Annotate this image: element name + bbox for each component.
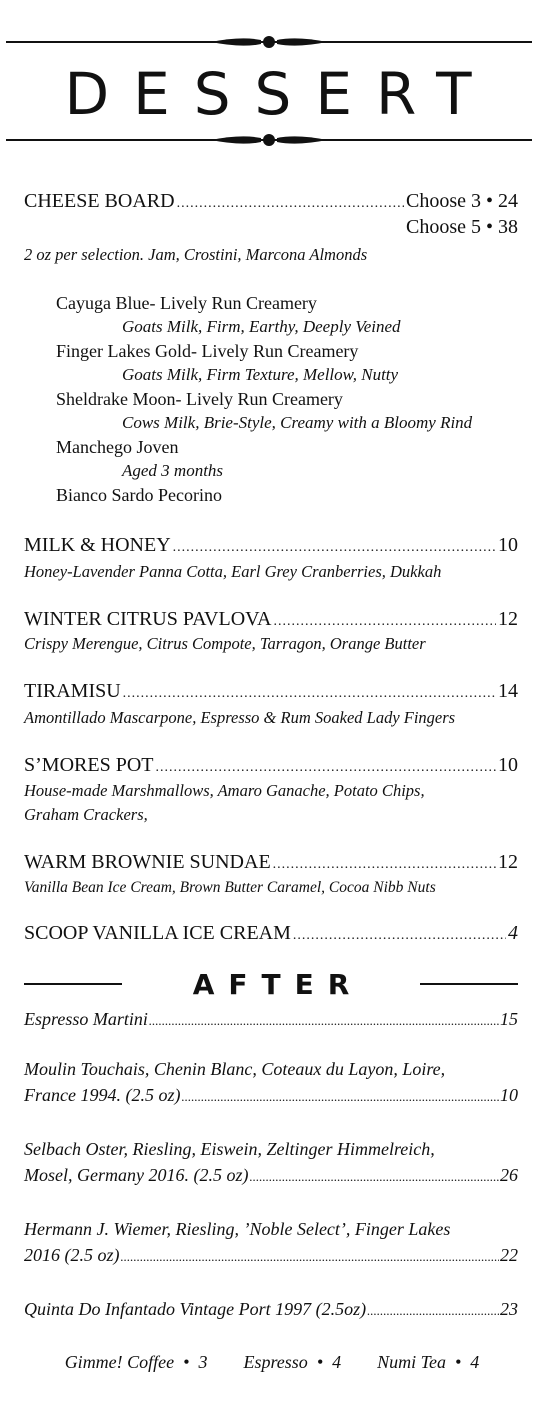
drink-name: Hermann J. Wiemer, Riesling, ’Noble Select’, Finger Lakes xyxy=(24,1219,451,1239)
item-description: Vanilla Bean Ice Cream, Brown Butter Caramel, Cocoa Nibb Nuts xyxy=(24,879,436,896)
menu-item-milk-honey xyxy=(24,532,518,561)
footer-beverages xyxy=(0,1352,544,1373)
drink-item xyxy=(24,1216,518,1270)
cheese-note: Cows Milk, Brie-Style, Creamy with a Bloomy Rind xyxy=(122,413,473,432)
dot-leader xyxy=(155,755,496,781)
footer-item xyxy=(65,1352,208,1373)
dot-leader xyxy=(293,923,506,949)
footer-label: Espresso xyxy=(243,1352,308,1372)
footer-price: 3 xyxy=(198,1352,208,1372)
drink-price: 15 xyxy=(500,1009,518,1029)
item-description: Crispy Merengue, Citrus Compote, Tarragon, Orange Butter xyxy=(24,634,426,653)
item-description: Amontillado Mascarpone, Espresso & Rum Soaked Lady Fingers xyxy=(24,708,456,727)
item-price: 10 xyxy=(498,534,518,556)
item-price: Choose 3 • 24 xyxy=(405,190,518,212)
menu-item-pavlova xyxy=(24,606,518,635)
drink-price: 23 xyxy=(500,1299,518,1319)
item-price: 12 xyxy=(498,608,518,630)
cheese-note: Aged 3 months xyxy=(122,461,224,480)
drink-name: Quinta Do Infantado Vintage Port 1997 (2.5oz) xyxy=(24,1299,367,1319)
section-title: AFTER xyxy=(192,967,364,1001)
item-price: 4 xyxy=(508,922,518,944)
dot-leader xyxy=(173,535,496,561)
footer-item xyxy=(243,1352,341,1373)
item-description: House-made Marshmallows, Amaro Ganache, Potato Chips, xyxy=(24,781,425,800)
drink-item xyxy=(24,1006,518,1034)
dot-leader xyxy=(249,1164,499,1190)
footer-price: 4 xyxy=(332,1352,342,1372)
cheese-name: Cayuga Blue- Lively Run Creamery xyxy=(56,293,317,313)
bullet-separator: • xyxy=(312,1352,328,1372)
footer-label: Numi Tea xyxy=(377,1352,446,1372)
dot-leader xyxy=(177,191,404,217)
after-section-header xyxy=(24,964,518,1004)
menu-item-brownie-sundae xyxy=(24,849,518,878)
divider xyxy=(24,983,122,985)
item-price-secondary: Choose 5 • 38 xyxy=(405,216,518,238)
page-title: DESSERT xyxy=(64,60,496,128)
footer-item xyxy=(377,1352,479,1373)
dot-leader xyxy=(123,681,496,707)
drink-name-cont: France 1994. (2.5 oz) xyxy=(24,1085,181,1105)
dot-leader xyxy=(273,852,496,878)
drink-name: Selbach Oster, Riesling, Eiswein, Zeltinger Himmelreich, xyxy=(24,1139,435,1159)
item-price: 14 xyxy=(498,680,518,702)
cheese-note: Goats Milk, Firm, Earthy, Deeply Veined xyxy=(122,317,401,336)
dot-leader xyxy=(181,1084,499,1110)
drink-name-cont: Mosel, Germany 2016. (2.5 oz) xyxy=(24,1165,249,1185)
dot-leader xyxy=(367,1298,499,1324)
item-name: WINTER CITRUS PAVLOVA xyxy=(24,608,272,630)
item-price: 10 xyxy=(498,754,518,776)
menu-item-cheese-board xyxy=(24,188,518,217)
drink-name-cont: 2016 (2.5 oz) xyxy=(24,1245,120,1265)
drink-item xyxy=(24,1056,518,1110)
drink-price: 22 xyxy=(500,1245,518,1265)
menu-item-ice-cream xyxy=(24,920,518,949)
bullet-separator: • xyxy=(178,1352,194,1372)
footer-price: 4 xyxy=(470,1352,480,1372)
divider xyxy=(420,983,518,985)
menu-item-smores-pot xyxy=(24,752,518,781)
item-name: MILK & HONEY xyxy=(24,534,171,556)
menu-item-tiramisu xyxy=(24,678,518,707)
drink-price: 10 xyxy=(500,1085,518,1105)
item-name: TIRAMISU xyxy=(24,680,121,702)
bullet-separator: • xyxy=(450,1352,466,1372)
drink-item xyxy=(24,1296,518,1324)
cheese-note: Goats Milk, Firm Texture, Mellow, Nutty xyxy=(122,365,399,384)
item-description: Graham Crackers, xyxy=(24,805,148,824)
header-ornament-top xyxy=(6,34,532,50)
cheese-name: Finger Lakes Gold- Lively Run Creamery xyxy=(56,341,359,361)
drink-name: Espresso Martini xyxy=(24,1009,148,1029)
item-description: Honey-Lavender Panna Cotta, Earl Grey Cranberries, Dukkah xyxy=(24,562,442,581)
item-name: WARM BROWNIE SUNDAE xyxy=(24,851,271,873)
header-ornament-bottom xyxy=(6,132,532,148)
cheese-name: Sheldrake Moon- Lively Run Creamery xyxy=(56,389,343,409)
drink-item xyxy=(24,1136,518,1190)
item-name: S’MORES POT xyxy=(24,754,154,776)
dot-leader xyxy=(121,1244,500,1270)
drink-price: 26 xyxy=(500,1165,518,1185)
cheese-name: Manchego Joven xyxy=(56,437,179,457)
item-description: 2 oz per selection. Jam, Crostini, Marcona Almonds xyxy=(24,245,368,264)
drink-name: Moulin Touchais, Chenin Blanc, Coteaux du Layon, Loire, xyxy=(24,1059,446,1079)
item-name: CHEESE BOARD xyxy=(24,190,175,212)
dot-leader xyxy=(149,1008,499,1034)
item-name: SCOOP VANILLA ICE CREAM xyxy=(24,922,291,944)
cheese-name: Bianco Sardo Pecorino xyxy=(56,485,222,505)
item-price: 12 xyxy=(498,851,518,873)
footer-label: Gimme! Coffee xyxy=(64,1352,175,1372)
